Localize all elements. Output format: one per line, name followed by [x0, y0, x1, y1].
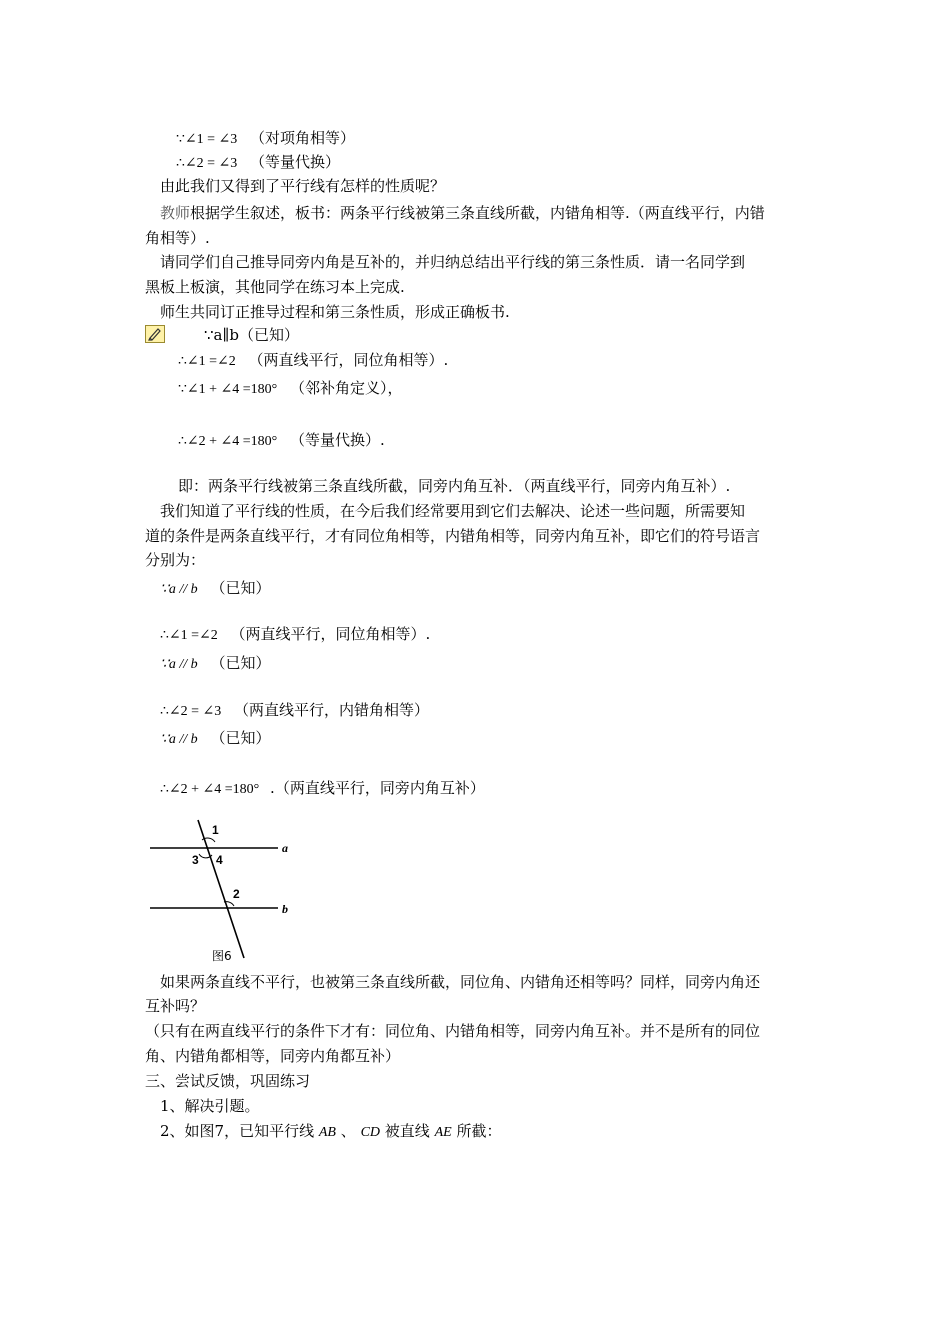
reason: （邻补角定义）， [290, 379, 403, 397]
line-18 [160, 624, 430, 646]
separator: 、 [340, 1122, 356, 1140]
line-25: （只有在两直线平行的条件下才有：同位角、内错角相等，同旁内角互补。并不是所有的同位 [145, 1022, 761, 1040]
line-29 [160, 1121, 502, 1143]
math-expr: ∴∠2 + ∠4 =180° [160, 782, 260, 797]
note-pencil-icon [145, 325, 165, 343]
label-2: 2 [233, 887, 240, 901]
line-7: 黑板上板演，其他同学在练习本上完成. [145, 278, 405, 296]
reason: （对项角相等） [250, 129, 356, 147]
line-17 [160, 578, 270, 600]
segment-cd: CD [360, 1125, 381, 1140]
line-26: 角、内错角都相等，同旁内角都互补） [145, 1047, 401, 1065]
section-heading: 三、尝试反馈，巩固练习 [145, 1072, 311, 1090]
line-5: 角相等）. [145, 229, 210, 247]
math-expr: ∴∠2 + ∠4 =180° [178, 434, 278, 449]
math-expr: ∵a // b [160, 732, 198, 747]
line-3: 由此我们又得到了平行线有怎样的性质呢？ [160, 177, 446, 195]
line-14: 我们知道了平行线的性质，在今后我们经常要用到它们去解决、论述一些问题，所需要知 [160, 502, 746, 520]
line-4 [160, 203, 765, 223]
label-3: 3 [192, 853, 199, 867]
line-16: 分别为： [145, 551, 206, 569]
math-expr: ∵∠1 + ∠4 =180° [178, 382, 278, 397]
label-a: a [282, 841, 288, 855]
math-expr: ∵a // b [160, 582, 198, 597]
line-28: 1、解决引题。 [160, 1097, 260, 1115]
line-12 [178, 430, 385, 452]
line-10 [178, 350, 448, 372]
teacher-label: 教师 [160, 204, 191, 222]
line-15: 道的条件是两条直线平行，才有同位角相等，内错角相等，同旁内角互补，即它们的符号语言 [145, 527, 761, 545]
segment-ab: AB [318, 1125, 336, 1140]
line-1 [176, 128, 355, 150]
figure-6 [148, 818, 308, 968]
reason: （等量代换） [250, 153, 341, 171]
text: 2、如图7，已知平行线 [160, 1122, 315, 1140]
reason: .（两直线平行，同旁内角互补） [270, 779, 485, 797]
label-b: b [282, 902, 288, 916]
math-expr: ∴∠2 = ∠3 [160, 704, 222, 719]
reason: （两直线平行，同位角相等）. [248, 351, 449, 369]
line-2 [176, 152, 340, 174]
figure-caption: 图6 [212, 949, 232, 963]
line-22 [160, 778, 485, 800]
math-expr: ∵∠1 = ∠3 [176, 132, 238, 147]
segment-ae: AE [434, 1125, 452, 1140]
reason: （两直线平行，同位角相等）. [230, 625, 431, 643]
math-expr: ∴∠1 =∠2 [160, 628, 218, 643]
line-9: ∵a∥b（已知） [204, 326, 300, 344]
text: 根据学生叙述，板书：两条平行线被第三条直线所截，内错角相等.（两直线平行，内错 [190, 204, 765, 222]
math-expr: ∵a // b [160, 657, 198, 672]
reason: （已知） [210, 729, 271, 747]
text: 被直线 [384, 1122, 430, 1140]
line-11 [178, 378, 403, 400]
text: 所截： [456, 1122, 502, 1140]
line-19 [160, 653, 270, 675]
line-20 [160, 700, 429, 722]
line-23: 如果两条直线不平行，也被第三条直线所截，同位角、内错角还相等吗？同样，同旁内角还 [160, 973, 761, 991]
math-expr: ∴∠2 = ∠3 [176, 156, 238, 171]
parallel-lines-diagram [148, 818, 308, 968]
reason: （已知） [210, 579, 271, 597]
line-21 [160, 728, 270, 750]
label-1: 1 [212, 823, 219, 837]
line-13: 即：两条平行线被第三条直线所截，同旁内角互补．（两直线平行，同旁内角互补）. [178, 477, 731, 495]
label-4: 4 [216, 853, 223, 867]
line-24: 互补吗？ [145, 997, 206, 1015]
reason: （已知） [210, 654, 271, 672]
reason: （两直线平行，内错角相等） [234, 701, 430, 719]
reason: （等量代换）. [290, 431, 385, 449]
math-expr: ∴∠1 =∠2 [178, 354, 236, 369]
line-8: 师生共同订正推导过程和第三条性质，形成正确板书. [160, 303, 510, 321]
line-6: 请同学们自己推导同旁内角是互补的，并归纳总结出平行线的第三条性质．请一名同学到 [160, 253, 746, 271]
